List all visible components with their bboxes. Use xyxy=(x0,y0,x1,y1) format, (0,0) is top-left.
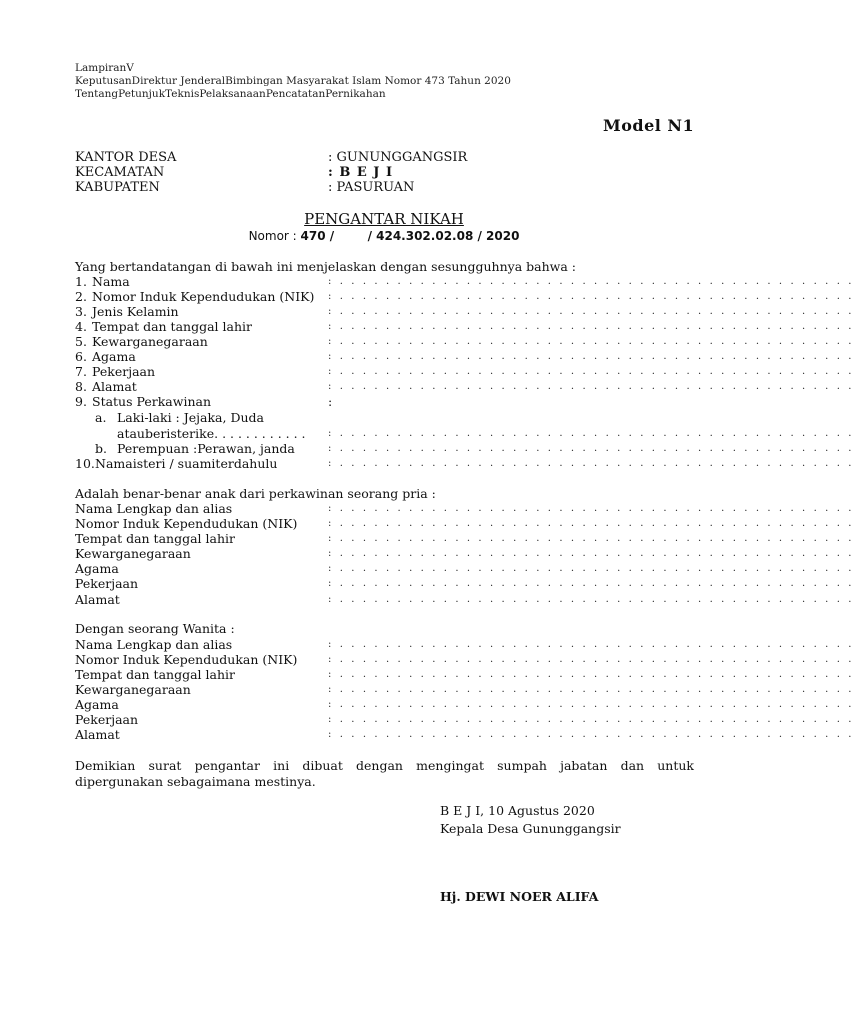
dotted-fill-line: : . . . . . . . . . . . . . . . . . . . . . . . . . . . . . . . . . . . . . . . . . . . . . xyxy=(328,291,854,302)
intro-text: Yang bertandatangan di bawah ini menjelaskan dengan sesungguhnya bahwa : xyxy=(75,259,576,274)
dotted-fill-line: : . . . . . . . . . . . . . . . . . . . . . . . . . . . . . . . . . . . . . . . . . . . . . xyxy=(328,699,854,710)
field-label: Jenis Kelamin xyxy=(92,304,179,319)
dotted-fill-line: : . . . . . . . . . . . . . . . . . . . . . . . . . . . . . . . . . . . . . . . . . . . . . xyxy=(328,443,854,454)
closing-paragraph: Demikian surat pengantar ini dibuat dengan mengingat sumpah jabatan dan untuk dipergunakan sebagaimana mestinya. xyxy=(75,758,694,789)
field-label: Pekerjaan xyxy=(92,364,156,379)
field-label: Nama xyxy=(92,274,130,289)
dotted-fill-line: : . . . . . . . . . . . . . . . . . . . . . . . . . . . . . . . . . . . . . . . . . . . . . xyxy=(328,533,854,544)
dotted-fill-line: : . . . . . . . . . . . . . . . . . . . . . . . . . . . . . . . . . . . . . . . . . . . . . xyxy=(328,654,854,665)
dotted-fill-line: : . . . . . . . . . . . . . . . . . . . . . . . . . . . . . . . . . . . . . . . . . . . . . xyxy=(328,714,854,725)
dotted-fill-line: : . . . . . . . . . . . . . . . . . . . . . . . . . . . . . . . . . . . . . . . . . . . . . xyxy=(328,351,854,362)
field-label: Tempat dan tanggal lahir xyxy=(92,319,252,334)
dotted-fill-line: : . . . . . . . . . . . . . . . . . . . . . . . . . . . . . . . . . . . . . . . . . . . . . xyxy=(328,594,854,605)
kabupaten-value: : PASURUAN xyxy=(328,180,415,195)
dotted-fill-line: : . . . . . . . . . . . . . . . . . . . . . . . . . . . . . . . . . . . . . . . . . . . . . xyxy=(328,336,854,347)
dotted-fill-line: : . . . . . . . . . . . . . . . . . . . . . . . . . . . . . . . . . . . . . . . . . . . . . xyxy=(328,381,854,392)
dotted-fill-line: : . . . . . . . . . . . . . . . . . . . . . . . . . . . . . . . . . . . . . . . . . . . . . xyxy=(328,563,854,574)
field-label: Agama xyxy=(92,349,136,364)
dotted-fill-line: : . . . . . . . . . . . . . . . . . . . . . . . . . . . . . . . . . . . . . . . . . . . . . xyxy=(328,548,854,559)
dotted-fill-line: : . . . . . . . . . . . . . . . . . . . . . . . . . . . . . . . . . . . . . . . . . . . . . xyxy=(328,729,854,740)
kabupaten-label: KABUPATEN xyxy=(75,180,160,195)
kantor-label: KANTOR DESA xyxy=(75,150,177,165)
kecamatan-value: : B E J I xyxy=(328,165,394,180)
dotted-fill-line: : . . . . . . . . . . . . . . . . . . . . . . . . . . . . . . . . . . . . . . . . . . . . . xyxy=(328,276,854,287)
kecamatan-label: KECAMATAN xyxy=(75,165,165,180)
dotted-fill-line: : . . . . . . . . . . . . . . . . . . . . . . . . . . . . . . . . . . . . . . . . . . . . . xyxy=(328,684,854,695)
signatory-name: Hj. DEWI NOER ALIFA xyxy=(440,889,599,904)
mother-intro: Dengan seorang Wanita : xyxy=(75,621,235,636)
status-colon: : xyxy=(328,394,333,409)
field-label: Kewarganegaraan xyxy=(92,334,208,349)
nomor-line xyxy=(0,229,768,243)
dotted-fill-line: : . . . . . . . . . . . . . . . . . . . . . . . . . . . . . . . . . . . . . . . . . . . . . xyxy=(328,639,854,650)
dotted-fill-line: : . . . . . . . . . . . . . . . . . . . . . . . . . . . . . . . . . . . . . . . . . . . . . xyxy=(328,518,854,529)
field-label: Alamat xyxy=(92,379,137,394)
nomor-value: 470 / / 424.302.02.08 / 2020 xyxy=(300,229,520,243)
nomor-label: Nomor : xyxy=(248,229,301,243)
signature-position: Kepala Desa Gununggangsir xyxy=(440,821,621,836)
field-label: Nomor Induk Kependudukan (NIK) xyxy=(92,289,315,304)
dotted-fill-line: : . . . . . . . . . . . . . . . . . . . . . . . . . . . . . . . . . . . . . . . . . . . . . xyxy=(328,428,854,439)
dotted-fill-line: : . . . . . . . . . . . . . . . . . . . . . . . . . . . . . . . . . . . . . . . . . . . . . xyxy=(328,458,854,469)
dotted-fill-line: : . . . . . . . . . . . . . . . . . . . . . . . . . . . . . . . . . . . . . . . . . . . . . xyxy=(328,578,854,589)
header-attachment-line: LampiranV xyxy=(75,62,134,74)
signature-place-date: B E J I, 10 Agustus 2020 xyxy=(440,803,595,818)
field-label: Status Perkawinan xyxy=(92,394,212,409)
father-intro: Adalah benar-benar anak dari perkawinan seorang pria : xyxy=(75,486,436,501)
dotted-fill-line: : . . . . . . . . . . . . . . . . . . . . . . . . . . . . . . . . . . . . . . . . . . . . . xyxy=(328,503,854,514)
document-title: PENGANTAR NIKAH xyxy=(304,210,464,228)
kantor-value: : GUNUNGGANGSIR xyxy=(328,150,468,165)
model-code: Model N1 xyxy=(603,116,695,135)
header-decree-line: KeputusanDirektur JenderalBimbingan Masyarakat Islam Nomor 473 Tahun 2020 xyxy=(75,75,511,87)
dotted-fill-line: : . . . . . . . . . . . . . . . . . . . . . . . . . . . . . . . . . . . . . . . . . . . . . xyxy=(328,366,854,377)
header-subject-line: TentangPetunjukTeknisPelaksanaanPencatatanPernikahan xyxy=(75,88,386,100)
dotted-fill-line: : . . . . . . . . . . . . . . . . . . . . . . . . . . . . . . . . . . . . . . . . . . . . . xyxy=(328,306,854,317)
dotted-fill-line: : . . . . . . . . . . . . . . . . . . . . . . . . . . . . . . . . . . . . . . . . . . . . . xyxy=(328,321,854,332)
dotted-fill-line: : . . . . . . . . . . . . . . . . . . . . . . . . . . . . . . . . . . . . . . . . . . . . . xyxy=(328,669,854,680)
field-label: Namaisteri / suamiterdahulu xyxy=(95,456,278,471)
